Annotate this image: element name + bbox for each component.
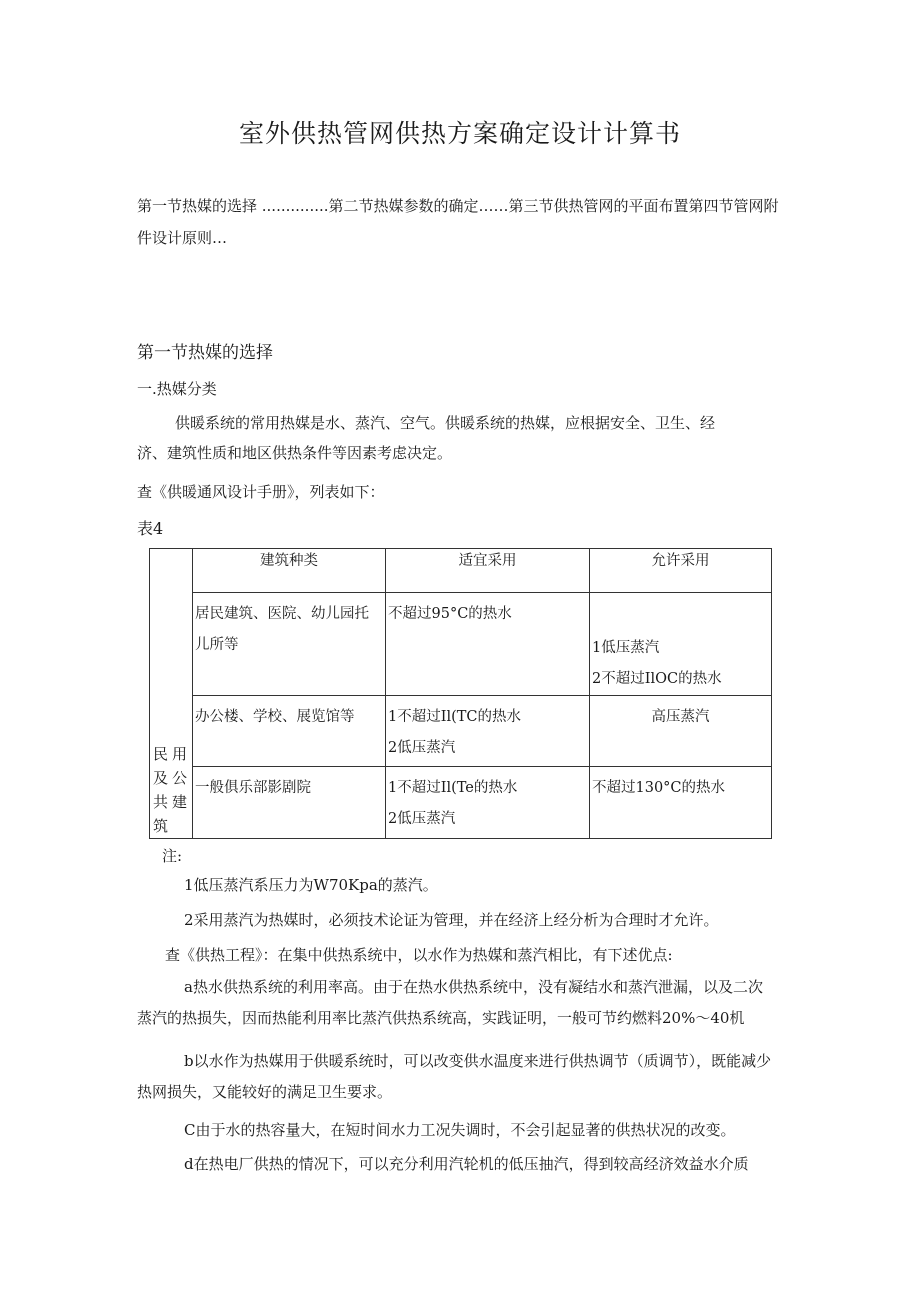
side-char: 共 [153, 793, 169, 811]
allowed-cell: 不超过130°C的热水 [592, 780, 726, 796]
suitable-cell: 不超过95°C的热水 [388, 606, 512, 622]
suitable-cell [386, 696, 589, 764]
side-char: 民 [153, 745, 169, 763]
side-char: 筑 [153, 817, 169, 835]
note-1: 1低压蒸汽系压力为W70Kpa的蒸汽。 [184, 876, 438, 894]
building-type-cell: 一般俱乐部影剧院 [195, 780, 311, 796]
subsection-heading: 一.热媒分类 [137, 380, 217, 398]
toc-entry-3[interactable]: 第三节供热管网的平面布置第四节管网附件设计原则… [137, 197, 779, 247]
allowed-option: 2不超过IlOC的热水 [592, 671, 722, 687]
allowed-option: 1低压蒸汽 [592, 640, 660, 656]
allowed-cell [590, 593, 771, 695]
building-type-cell: 居民建筑、医院、幼儿园托儿所等 [195, 606, 369, 653]
suitable-option: 2低压蒸汽 [388, 740, 456, 756]
toc-entry-1[interactable]: 第一节热媒的选择 .............. [137, 197, 329, 215]
header-allowed: 允许采用 [590, 549, 772, 593]
suitable-option: 1不超过Il(TC的热水 [388, 709, 522, 725]
side-char: 用 [171, 745, 187, 763]
note-label: 注: [162, 847, 183, 865]
allowed-cell: 高压蒸汽 [651, 709, 710, 725]
side-char: 建 [171, 793, 187, 811]
table-label: 表4 [137, 519, 164, 538]
table-row [150, 696, 772, 767]
note-reference: 查《供热工程》：在集中供热系统中，以水作为热媒和蒸汽相比，有下述优点: [165, 946, 673, 964]
side-category-cell [150, 549, 193, 839]
paragraph-heat-media: 供暖系统的常用热媒是水、蒸汽、空气。供暖系统的热媒，应根据安全、卫生、经济、建筑性质和地区供热条件等因素考虑决定。 [137, 414, 716, 462]
building-type-cell: 办公楼、学校、展览馆等 [195, 709, 355, 725]
advantage-a: a热水供热系统的利用率高。由于在热水供热系统中，没有凝结水和蒸汽泄漏，以及二次蒸汽的热损失，因而热能利用率比蒸汽供热系统高，实践证明，一般可节约燃料20%～40机 [137, 978, 763, 1027]
note-2: 2采用蒸汽为热媒时，必须技术论证为管理，并在经济上经分析为合理时才允许。 [184, 911, 719, 929]
heat-media-table [149, 548, 772, 839]
header-building-type: 建筑种类 [193, 549, 386, 593]
paragraph-lookup: 查《供暖通风设计手册》，列表如下： [137, 483, 385, 501]
advantage-d: d在热电厂供热的情况下，可以充分利用汽轮机的低压抽汽，得到较高经济效益水介质 [184, 1155, 749, 1173]
side-char: 及 [153, 769, 169, 787]
document-title: 室外供热管网供热方案确定设计计算书 [238, 119, 681, 148]
side-char: 公 [171, 769, 187, 787]
suitable-option: 2低压蒸汽 [388, 811, 456, 827]
table-header-row [150, 549, 772, 593]
table-row [150, 593, 772, 696]
header-suitable: 适宜采用 [386, 549, 590, 593]
suitable-option: 1不超过Il(Te的热水 [388, 780, 518, 796]
table-of-contents [137, 190, 787, 254]
section-heading: 第一节热媒的选择 [137, 343, 273, 363]
advantage-c: C由于水的热容量大，在短时间水力工况失调时，不会引起显著的供热状况的改变。 [184, 1121, 736, 1139]
advantage-b: b以水作为热媒用于供暖系统时，可以改变供水温度来进行供热调节（质调节），既能减少热网损失，又能较好的满足卫生要求。 [137, 1052, 772, 1101]
table-row [150, 767, 772, 839]
toc-entry-2[interactable]: 第二节热媒参数的确定…… [328, 197, 509, 215]
suitable-cell [386, 767, 589, 835]
